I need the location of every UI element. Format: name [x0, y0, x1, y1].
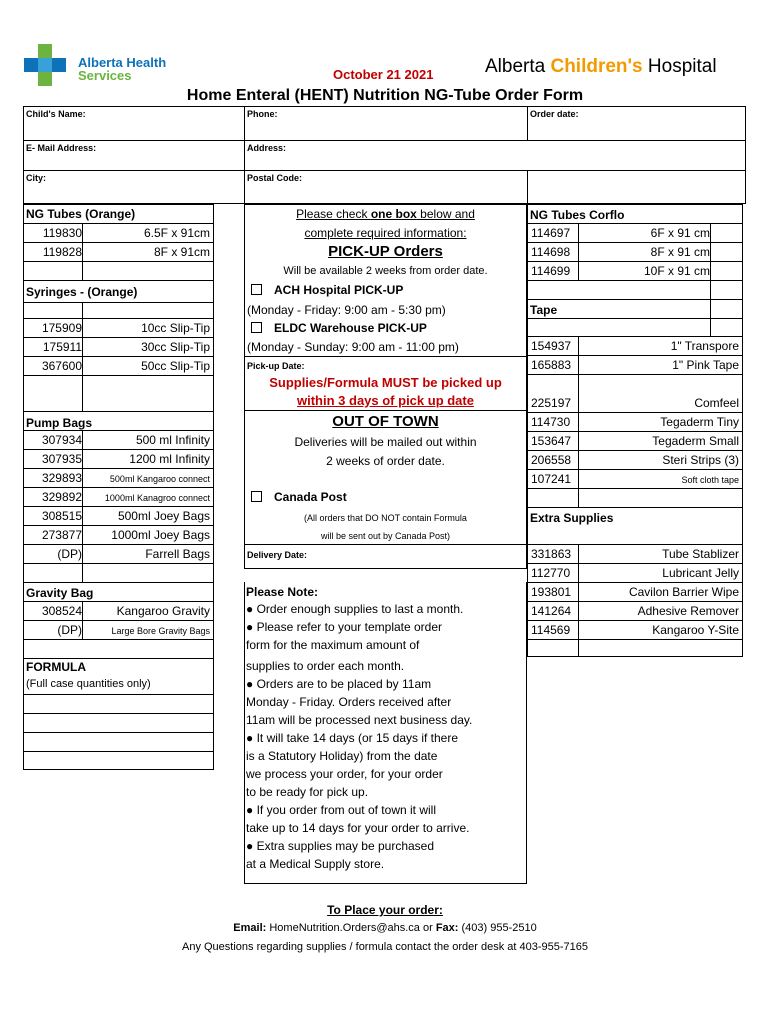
contact-fields: [23, 106, 746, 204]
canada-post-checkbox[interactable]: [251, 491, 262, 502]
ahs-name: Alberta Health Services: [78, 55, 167, 83]
table-row[interactable]: 112770 Lubricant Jelly: [528, 564, 742, 583]
note-line: Monday - Friday. Orders received after: [246, 695, 452, 709]
pickup-title: PICK-UP Orders: [328, 243, 443, 260]
footer-title: To Place your order:: [327, 903, 443, 917]
delivery-options: [244, 204, 527, 569]
formula-note: (Full case quantities only): [24, 676, 213, 695]
note-line: ● It will take 14 days (or 15 days if there: [246, 731, 459, 745]
table-row[interactable]: 225197 Comfeel: [528, 375, 742, 413]
ach-pickup-option[interactable]: ACH Hospital PICK-UP: [251, 283, 403, 297]
formula-row[interactable]: [24, 752, 213, 771]
page-title: Home Enteral (HENT) Nutrition NG-Tube Order Form: [186, 87, 584, 104]
order-date-field[interactable]: Order date:: [530, 109, 579, 119]
table-row[interactable]: 114569 Kangaroo Y-Site: [528, 621, 742, 640]
left-column: [23, 204, 214, 770]
table-row[interactable]: 331863 Tube Stablizer: [528, 545, 742, 564]
note-line: take up to 14 days for your order to arrive.: [246, 821, 470, 835]
right-column: [527, 204, 743, 657]
eldc-pickup-option[interactable]: ELDC Warehouse PICK-UP: [251, 321, 427, 335]
note-line: form for the maximum amount of: [246, 638, 420, 652]
delivery-date-field[interactable]: Delivery Date:: [247, 550, 308, 560]
ach-logo: Alberta Children's Hospital: [485, 56, 717, 77]
formula-row[interactable]: [24, 733, 213, 752]
table-row[interactable]: [528, 489, 742, 508]
footer-questions: Any Questions regarding supplies / formula contact the order desk at 403-955-7165: [181, 941, 589, 953]
corflo-header: NG Tubes Corflo: [528, 205, 742, 224]
pickup-warning-1: Supplies/Formula MUST be picked up: [269, 375, 502, 390]
ahs-logo-icon: [22, 44, 68, 86]
phone-field[interactable]: Phone:: [247, 109, 278, 119]
pickup-availability: Will be available 2 weeks from order date.: [283, 265, 488, 277]
pickup-warning-2: within 3 days of pick up date: [297, 393, 474, 408]
table-row[interactable]: 175911 30cc Slip-Tip: [24, 338, 213, 357]
table-row[interactable]: [528, 640, 742, 656]
city-field[interactable]: City:: [26, 173, 46, 183]
table-row[interactable]: 107241 Soft cloth tape: [528, 470, 742, 489]
table-row[interactable]: 154937 1" Transpore: [528, 337, 742, 356]
table-row[interactable]: 308515 500ml Joey Bags: [24, 507, 213, 526]
table-row[interactable]: 175909 10cc Slip-Tip: [24, 319, 213, 338]
table-row[interactable]: 308524 Kangaroo Gravity: [24, 602, 213, 621]
address-field[interactable]: Address:: [247, 143, 287, 153]
check-instruction-2: complete required information:: [304, 226, 467, 240]
pickup-date-field[interactable]: Pick-up Date:: [247, 361, 305, 371]
table-row[interactable]: 114699 10F x 91 cm: [528, 262, 742, 281]
email-link[interactable]: HomeNutrition.Orders@ahs.ca or: [266, 922, 436, 934]
table-row[interactable]: 329892 1000ml Kanagroo connect: [24, 488, 213, 507]
table-row[interactable]: 153647 Tegaderm Small: [528, 432, 742, 451]
postal-code-field[interactable]: Postal Code:: [247, 173, 303, 183]
note-line: ● Extra supplies may be purchased: [246, 839, 435, 853]
note-line: ● Orders are to be placed by 11am: [246, 677, 432, 691]
table-row[interactable]: 367600 50cc Slip-Tip: [24, 357, 213, 376]
table-row[interactable]: (DP) Farrell Bags: [24, 545, 213, 564]
out-of-town-text-2: 2 weeks of order date.: [326, 454, 445, 468]
table-row[interactable]: 119830 6.5F x 91cm: [24, 224, 213, 243]
form-date: October 21 2021: [333, 67, 434, 82]
table-row[interactable]: 114730 Tegaderm Tiny: [528, 413, 742, 432]
table-row[interactable]: 119828 8F x 91cm: [24, 243, 213, 262]
check-instruction-1: Please check one box below and: [296, 207, 475, 221]
table-row[interactable]: 206558 Steri Strips (3): [528, 451, 742, 470]
eldc-hours: (Monday - Sunday: 9:00 am - 11:00 pm): [247, 340, 459, 354]
ach-hours: (Monday - Friday: 9:00 am - 5:30 pm): [247, 303, 446, 317]
table-row[interactable]: 193801 Cavilon Barrier Wipe: [528, 583, 742, 602]
formula-header: FORMULA: [26, 660, 86, 674]
table-row[interactable]: 273877 1000ml Joey Bags: [24, 526, 213, 545]
ach-pickup-checkbox[interactable]: [251, 284, 262, 295]
gravity-header: Gravity Bag: [24, 583, 213, 602]
note-line: ● Please refer to your template order: [246, 620, 443, 634]
table-row[interactable]: 165883 1" Pink Tape: [528, 356, 742, 375]
note-line: ● Order enough supplies to last a month.: [246, 602, 464, 616]
out-of-town-text-1: Deliveries will be mailed out within: [294, 435, 477, 449]
note-line: to be ready for pick up.: [246, 785, 369, 799]
table-row[interactable]: [528, 281, 742, 300]
table-row[interactable]: 114698 8F x 91 cm: [528, 243, 742, 262]
table-row[interactable]: (DP) Large Bore Gravity Bags: [24, 621, 213, 640]
table-row[interactable]: 141264 Adhesive Remover: [528, 602, 742, 621]
table-row[interactable]: 114697 6F x 91 cm: [528, 224, 742, 243]
table-row[interactable]: [24, 262, 213, 281]
child-name-field[interactable]: Child's Name:: [26, 109, 86, 119]
syringes-header: Syringes - (Orange): [24, 281, 213, 303]
email-field[interactable]: E- Mail Address:: [26, 143, 97, 153]
out-of-town-title: OUT OF TOWN: [332, 413, 439, 430]
note-line: we process your order, for your order: [246, 767, 443, 781]
table-row[interactable]: [24, 376, 213, 412]
ng-tubes-header: NG Tubes (Orange): [24, 205, 213, 224]
note-line: supplies to order each month.: [246, 659, 405, 673]
footer-contact: Email: HomeNutrition.Orders@ahs.ca or Fax: (403) 955-2510: [233, 922, 537, 934]
canada-post-note-1: (All orders that DO NOT contain Formula: [304, 513, 467, 523]
pump-bags-header: Pump Bags: [24, 412, 213, 431]
note-line: 11am will be processed next business day.: [246, 713, 473, 727]
table-row[interactable]: [528, 319, 742, 337]
canada-post-option[interactable]: Canada Post: [251, 490, 347, 504]
extra-supplies-header: Extra Supplies: [528, 508, 742, 545]
table-row[interactable]: 307934 500 ml Infinity: [24, 431, 213, 450]
notes-list: [246, 600, 472, 873]
eldc-pickup-checkbox[interactable]: [251, 322, 262, 333]
ahs-logo: [22, 44, 192, 86]
table-row[interactable]: 329893 500ml Kangaroo connect: [24, 469, 213, 488]
formula-row[interactable]: [24, 695, 213, 714]
table-row[interactable]: [24, 640, 213, 659]
table-row[interactable]: 307935 1200 ml Infinity: [24, 450, 213, 469]
notes-title: Please Note:: [246, 585, 319, 599]
note-line: is a Statutory Holiday) from the date: [246, 749, 438, 763]
note-line: at a Medical Supply store.: [246, 857, 385, 871]
note-line: ● If you order from out of town it will: [246, 803, 436, 817]
tape-header: Tape: [528, 300, 742, 319]
canada-post-note-2: will be sent out by Canada Post): [320, 531, 451, 541]
formula-row[interactable]: [24, 714, 213, 733]
table-row[interactable]: [24, 303, 213, 319]
table-row[interactable]: [24, 564, 213, 583]
